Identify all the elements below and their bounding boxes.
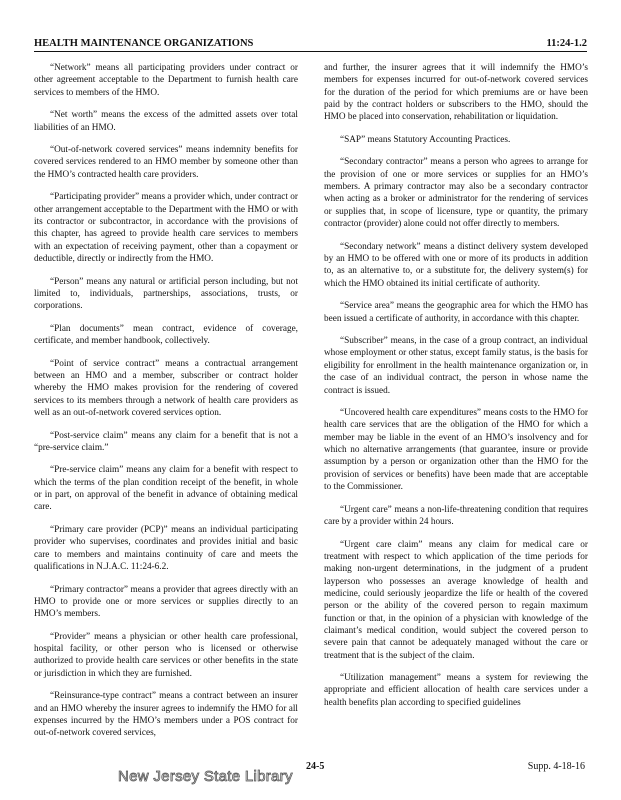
header-rule bbox=[34, 51, 587, 52]
definition-plan-documents: “Plan documents” mean contract, evidence of coverage, certificate, and member handbook, collectively. bbox=[34, 323, 298, 347]
definition-net-worth: “Net worth” means the excess of the admitted assets over total liabilities of an HMO. bbox=[34, 110, 298, 133]
definition-subscriber: “Subscriber” means, in the case of a group contract, an individual whose employment or other status, except family status, is the basis for eligibility for enrollment in the health maintenance organization or, in the case of an individual contract, the person in whose name the contract is issued. bbox=[324, 336, 588, 396]
supplement-date: Supp. 4-18-16 bbox=[527, 761, 585, 772]
definition-provider: “Provider” means a physician or other health care professional, hospital facility, or other person who is licensed or otherwise authorized to provide health care services or other benefits in the state or jurisdiction in which they are furnished. bbox=[34, 631, 298, 679]
definition-participating-provider: “Participating provider” means a provider which, under contract or other arrangement acceptable to the Department with the HMO or with its contractor or subcontractor, in accordance with the provisions of this chapter, has agreed to provide health care services to members with an expectation of receiving payment, other than a copayment or deductible, directly or indirectly from the HMO. bbox=[34, 192, 298, 265]
left-column bbox=[34, 62, 298, 750]
definition-reinsurance-type-contract: “Reinsurance-type contract” means a contract between an insurer and an HMO whereby the insurer agrees to indemnify the HMO for all expenses incurred by the HMO’s members under a POS contract for out-of-network covered services, bbox=[34, 691, 298, 739]
definition-utilization-management: “Utilization management” means a system for reviewing the appropriate and efficient allocation of health care services under a health benefits plan according to specified guidelines bbox=[324, 673, 588, 708]
definition-primary-contractor: “Primary contractor” means a provider that agrees directly with an HMO to provide one or more services or supplies directly to an HMO’s members. bbox=[34, 584, 298, 620]
page-footer bbox=[0, 756, 621, 786]
page-number: 24-5 bbox=[306, 761, 325, 772]
definition-out-of-network-covered-services: “Out-of-network covered services” means indemnity benefits for covered services rendered to an HMO member by someone other than the HMO’s contracted health care providers. bbox=[34, 145, 298, 180]
definition-post-service-claim: “Post-service claim” means any claim for a benefit that is not a “pre-service claim.” bbox=[34, 430, 298, 453]
definition-reinsurance-continued: and further, the insurer agrees that it will indemnify the HMO’s members for expenses incurred for out-of-network covered services for the duration of the period for which premiums are or have been paid by the contract holders or subscribers to the HMO, should the HMO be placed into conservation, rehabilitation or liquidation. bbox=[324, 63, 588, 123]
definition-urgent-care-claim: “Urgent care claim” means any claim for medical care or treatment with respect to which application of the time periods for making non-urgent determinations, in the judgment of a prudent layperson who possesses an average knowledge of health and medicine, could seriously jeopardize the life or health of the covered person or the ability of the covered person to regain maximum function or that, in the opinion of a physician with knowledge of the claimant’s medical condition, would subject the covered person to severe pain that cannot be adequately managed without the care or treatment that is the subject of the claim. bbox=[324, 539, 588, 661]
header-section-number: 11:24-1.2 bbox=[546, 38, 587, 49]
definition-uncovered-health-care-expenditures: “Uncovered health care expenditures” means costs to the HMO for health care services that are the obligation of the HMO for which a member may be liable in the event of an HMO’s insolvency and for which no alternative arrangements (that guarantee, insure or provide assumption by a person or organization other than the HMO for the provision of services or benefits) have been made that are acceptable to the Commissioner. bbox=[324, 408, 588, 493]
definition-point-of-service-contract: “Point of service contract” means a contractual arrangement between an HMO and a member, subscriber or contract holder whereby the HMO makes provision for the rendering of covered services to its members through a network of health care providers as well as an out-of-network covered services option. bbox=[34, 358, 298, 419]
running-header bbox=[34, 33, 587, 49]
definition-sap: “SAP” means Statutory Accounting Practices. bbox=[340, 134, 511, 145]
definition-person: “Person” means any natural or artificial person including, but not limited to, individuals, partnerships, associations, trusts, or corporations. bbox=[34, 276, 298, 312]
definition-service-area: “Service area” means the geographic area for which the HMO has been issued a certificate of authority, in accordance with this chapter. bbox=[324, 301, 588, 324]
definition-secondary-network: “Secondary network” means a distinct delivery system developed by an HMO to be offered with one or more of its products in addition to, as an alternative to, or a substitute for, the delivery system(s) for which the HMO obtained its initial certificate of authority. bbox=[324, 241, 588, 289]
header-title: HEALTH MAINTENANCE ORGANIZATIONS bbox=[34, 38, 254, 49]
definition-secondary-contractor: “Secondary contractor” means a person who agrees to arrange for the provision of one or more services or supplies for an HMO’s members. A primary contractor may also be a secondary contractor when acting as a broker or administrator for the rendering of services or supplies that, in scope of licensure, type or quantity, the primary contractor (provider) alone could not offer directly to members. bbox=[324, 157, 588, 230]
library-watermark-stamp: New Jersey State Library bbox=[118, 768, 293, 785]
right-column bbox=[324, 62, 588, 719]
definition-primary-care-provider: “Primary care provider (PCP)” means an individual participating provider who supervises, coordinates and provides initial and basic care to members and maintains continuity of care and meets the qualifications in N.J.A.C. 11:24-6.2. bbox=[34, 525, 298, 573]
definition-pre-service-claim: “Pre-service claim” means any claim for a benefit with respect to which the terms of the plan condition receipt of the benefit, in whole or in part, on approval of the benefit in advance of obtaining medical care. bbox=[34, 465, 298, 513]
definition-urgent-care: “Urgent care” means a non-life-threatening condition that requires care by a provider within 24 hours. bbox=[324, 504, 588, 527]
definition-network: “Network” means all participating providers under contract or other agreement acceptable to the Department to furnish health care services to members of the HMO. bbox=[34, 63, 298, 98]
